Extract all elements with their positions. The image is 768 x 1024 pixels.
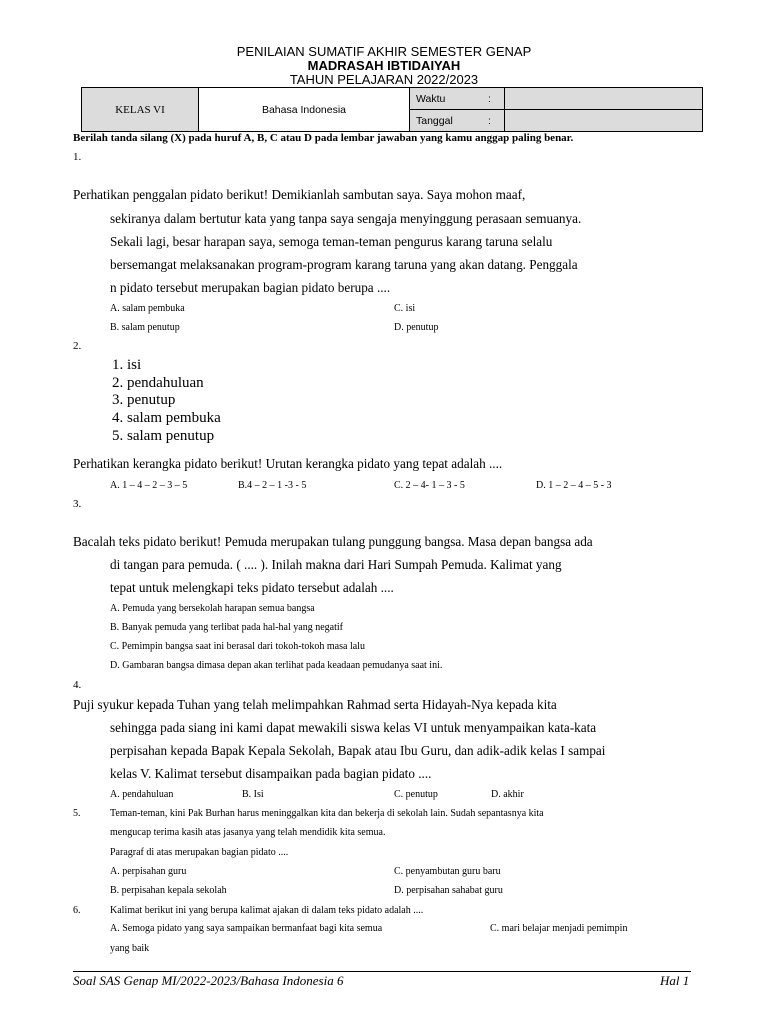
question-1-line: sekiranya dalam bertutur kata yang tanpa saya sengaja menyinggung perasaan semuanya.: [110, 211, 582, 226]
option-a[interactable]: A. 1 – 4 – 2 – 3 – 5: [110, 480, 188, 491]
option-b[interactable]: B. Banyak pemuda yang terlibat pada hal-hal yang negatif: [110, 622, 343, 633]
exam-title: PENILAIAN SUMATIF AKHIR SEMESTER GENAP: [236, 44, 532, 59]
question-3-line: Bacalah teks pidato berikut! Pemuda merupakan tulang punggung bangsa. Masa depan bangsa ada: [73, 534, 593, 549]
question-3-line: tepat untuk melengkapi teks pidato tersebut adalah ....: [110, 580, 394, 595]
outline-item: 3. penutup: [112, 392, 176, 408]
option-d[interactable]: D. perpisahan sahabat guru: [394, 885, 503, 896]
question-5-line: mengucap terima kasih atas jasanya yang telah mendidik kita semua.: [110, 827, 386, 838]
outline-item: 1. isi: [112, 357, 142, 373]
time-label-cell: Waktu :: [410, 88, 505, 110]
date-value-cell[interactable]: [505, 110, 703, 132]
question-4-number: 4.: [73, 679, 82, 691]
question-1-number: 1.: [73, 151, 82, 163]
option-a[interactable]: A. salam pembuka: [110, 303, 185, 314]
question-1-line: bersemangat melaksanakan program-program karang taruna yang akan datang. Penggala: [110, 257, 578, 272]
question-2-number: 2.: [73, 340, 82, 352]
instruction: Berilah tanda silang (X) pada huruf A, B, C atau D pada lembar jawaban yang kamu anggap paling benar.: [73, 132, 574, 144]
question-2-text: Perhatikan kerangka pidato berikut! Urutan kerangka pidato yang tepat adalah ....: [73, 456, 503, 471]
option-c[interactable]: C. 2 – 4- 1 – 3 - 5: [394, 480, 465, 491]
option-d[interactable]: D. akhir: [491, 789, 524, 800]
question-5-number: 5.: [73, 808, 81, 819]
question-5-line: Teman-teman, kini Pak Burhan harus meninggalkan kita dan bekerja di sekolah lain. Sudah sepantasnya kita: [110, 808, 544, 819]
question-3-number: 3.: [73, 498, 82, 510]
outline-item: 5. salam penutup: [112, 428, 215, 444]
option-c[interactable]: C. Pemimpin bangsa saat ini berasal dari tokoh-tokoh masa lalu: [110, 641, 365, 652]
option-c-continued: yang baik: [110, 943, 150, 954]
option-a[interactable]: A. Pemuda yang bersekolah harapan semua bangsa: [110, 603, 315, 614]
question-4-line: perpisahan kepada Bapak Kepala Sekolah, Bapak atau Ibu Guru, dan adik-adik kelas I sampai: [110, 743, 606, 758]
question-3-line: di tangan para pemuda. ( .... ). Inilah makna dari Hari Sumpah Pemuda. Kalimat yang: [110, 557, 562, 572]
subject-cell: Bahasa Indonesia: [199, 88, 410, 132]
outline-item: 4. salam pembuka: [112, 410, 221, 426]
option-c[interactable]: C. mari belajar menjadi pemimpin: [490, 923, 628, 934]
outline-item: 2. pendahuluan: [112, 375, 204, 391]
time-value-cell[interactable]: [505, 88, 703, 110]
footer-left: Soal SAS Genap MI/2022-2023/Bahasa Indonesia 6: [73, 973, 344, 988]
option-b[interactable]: B.4 – 2 – 1 -3 - 5: [238, 480, 307, 491]
question-4-line: Puji syukur kepada Tuhan yang telah melimpahkan Rahmad serta Hidayah-Nya kepada kita: [73, 697, 557, 712]
question-6-number: 6.: [73, 905, 81, 916]
option-d[interactable]: D. Gambaran bangsa dimasa depan akan terlihat pada keadaan pemudanya saat ini.: [110, 660, 443, 671]
question-6-text: Kalimat berikut ini yang berupa kalimat ajakan di dalam teks pidato adalah ....: [110, 905, 424, 916]
question-5-line: Paragraf di atas merupakan bagian pidato ....: [110, 847, 289, 858]
footer-divider: [73, 971, 691, 972]
question-1-line: Perhatikan penggalan pidato berikut! Demikianlah sambutan saya. Saya mohon maaf,: [73, 187, 526, 202]
option-b[interactable]: B. perpisahan kepala sekolah: [110, 885, 227, 896]
option-c[interactable]: C. penutup: [394, 789, 438, 800]
question-4-line: kelas V. Kalimat tersebut disampaikan pada bagian pidato ....: [110, 766, 432, 781]
class-cell: KELAS VI: [82, 88, 199, 132]
question-1-line: n pidato tersebut merupakan bagian pidato berupa ....: [110, 280, 391, 295]
date-label-cell: Tanggal :: [410, 110, 505, 132]
option-d[interactable]: D. 1 – 2 – 4 – 5 - 3: [536, 480, 612, 491]
option-c[interactable]: C. isi: [394, 303, 416, 314]
school-name: MADRASAH IBTIDAIYAH: [307, 58, 461, 73]
option-c[interactable]: C. penyambutan guru baru: [394, 866, 501, 877]
option-d[interactable]: D. penutup: [394, 322, 439, 333]
question-1-line: Sekali lagi, besar harapan saya, semoga teman-teman pengurus karang taruna selalu: [110, 234, 553, 249]
page-number: Hal 1: [660, 973, 690, 988]
info-table: [81, 87, 703, 132]
option-b[interactable]: B. Isi: [242, 789, 264, 800]
option-b[interactable]: B. salam penutup: [110, 322, 180, 333]
option-a[interactable]: A. perpisahan guru: [110, 866, 187, 877]
question-4-line: sehingga pada siang ini kami dapat mewakili siswa kelas VI untuk menyampaikan kata-kata: [110, 720, 597, 735]
academic-year: TAHUN PELAJARAN 2022/2023: [289, 72, 479, 87]
option-a[interactable]: A. pendahuluan: [110, 789, 174, 800]
option-a[interactable]: A. Semoga pidato yang saya sampaikan bermanfaat bagi kita semua: [110, 923, 383, 934]
